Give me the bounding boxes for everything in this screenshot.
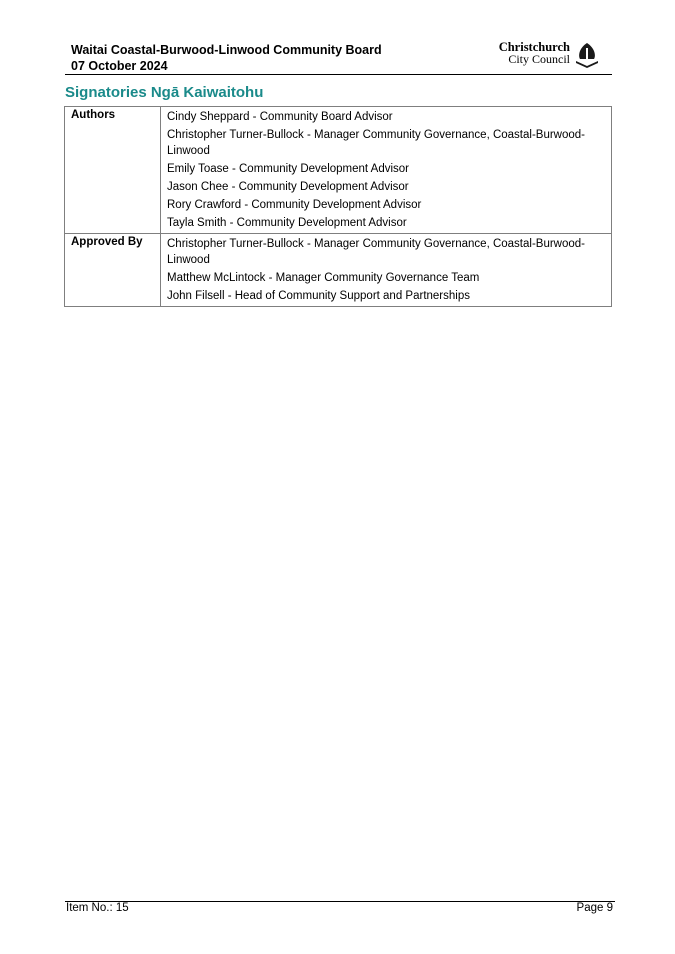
logo-text [499, 41, 570, 65]
section-title: Signatories Ngā Kaiwaitohu [65, 84, 264, 101]
logo-line-1: Christchurch [498, 40, 570, 54]
approvers-list [161, 234, 612, 307]
approved-label: Approved By [65, 234, 161, 307]
authors-label: Authors [65, 107, 161, 234]
author-entry: Tayla Smith - Community Development Advisor [167, 217, 407, 229]
approver-entry: Matthew McLintock - Manager Community Governance Team [167, 272, 480, 284]
author-entry: Cindy Sheppard - Community Board Advisor [167, 111, 393, 123]
page-number: Page 9 [576, 902, 613, 914]
meeting-date: 07 October 2024 [71, 59, 168, 73]
signatories-table [64, 106, 612, 307]
approved-row [65, 234, 612, 307]
cathedral-logo-icon [574, 42, 600, 68]
authors-row [65, 107, 612, 234]
approver-entry: Christopher Turner-Bullock - Manager Community Governance, Coastal-Burwood-Linwood [167, 238, 586, 266]
board-title: Waitai Coastal-Burwood-Linwood Community Board [71, 43, 382, 57]
author-entry: Christopher Turner-Bullock - Manager Community Governance, Coastal-Burwood-Linwood [167, 129, 586, 157]
item-number: Item No.: 15 [66, 902, 129, 914]
author-entry: Emily Toase - Community Development Advisor [167, 163, 410, 175]
council-logo [498, 41, 600, 69]
footer-divider [65, 901, 615, 902]
author-entry: Jason Chee - Community Development Advisor [167, 181, 409, 193]
approver-entry: John Filsell - Head of Community Support and Partnerships [167, 290, 470, 302]
authors-list [161, 107, 612, 234]
author-entry: Rory Crawford - Community Development Advisor [167, 199, 422, 211]
header-divider [65, 74, 612, 75]
logo-line-2: City Council [508, 52, 570, 66]
